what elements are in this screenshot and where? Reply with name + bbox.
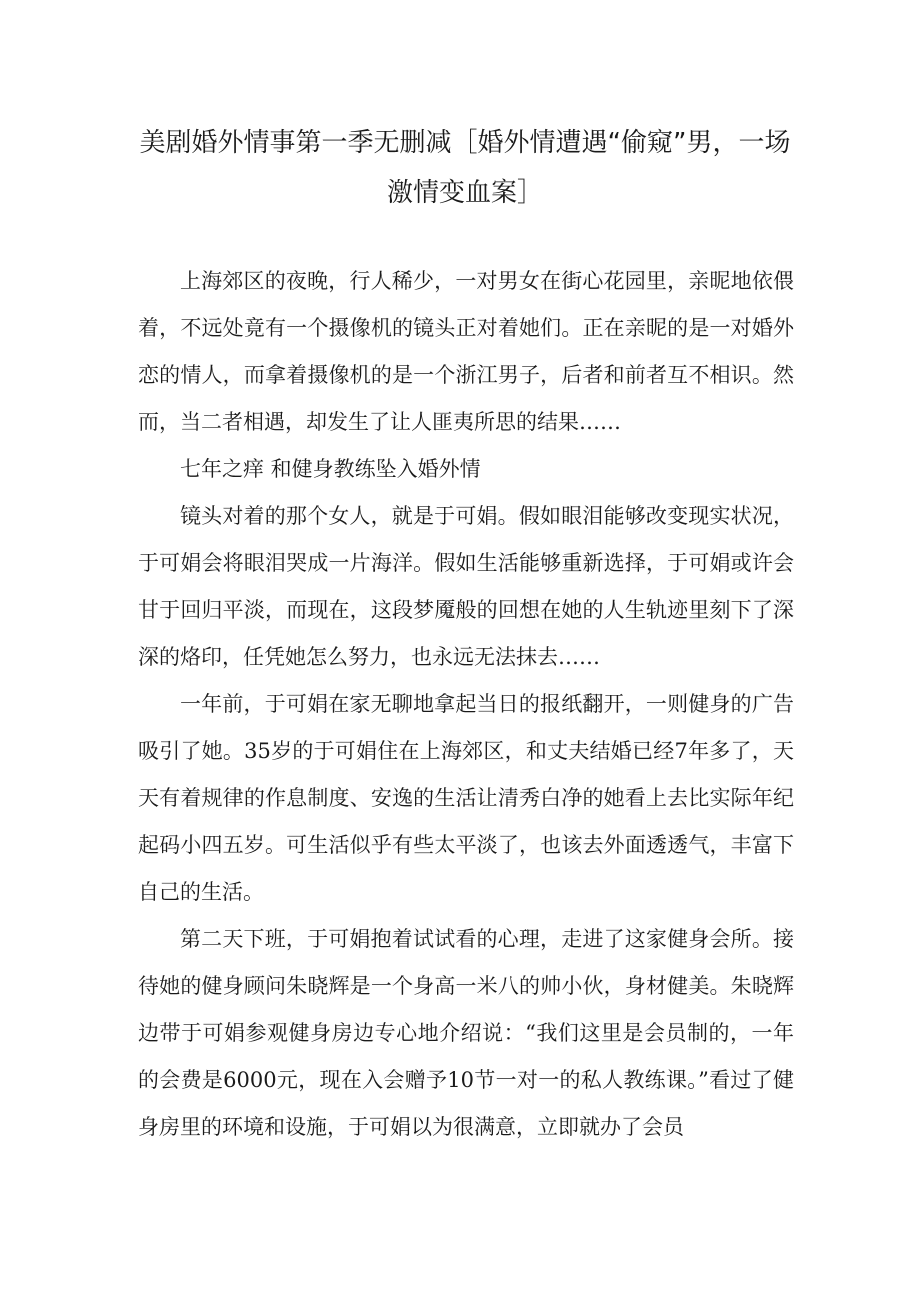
document-body — [138, 258, 794, 1151]
document-title: 美剧婚外情事第一季无删减［婚外情遭遇“偷窥”男，一场激情变血案］ — [139, 128, 791, 208]
section-heading: 七年之痒 和健身教练坠入婚外情 — [180, 457, 481, 481]
paragraph: 镜头对着的那个女人，就是于可娟。假如眼泪能够改变现实状况，于可娟会将眼泪哭成一片海洋。假如生活能够重新选择，于可娟或许会甘于回归平淡，而现在，这段梦魇般的回想在她的人生轨迹里刻下了深深的烙印，任凭她怎么努力，也永远无法抹去…… — [138, 504, 794, 669]
paragraph: 上海郊区的夜晚，行人稀少，一对男女在街心花园里，亲昵地依偎着，不远处竟有一个摄像机的镜头正对着她们。正在亲昵的是一对婚外恋的情人，而拿着摄像机的是一个浙江男子，后者和前者互不相识。然而，当二者相遇，却发生了让人匪夷所思的结果…… — [138, 269, 794, 434]
paragraph: 第二天下班，于可娟抱着试试看的心理，走进了这家健身会所。接待她的健身顾问朱晓辉是一个身高一米八的帅小伙，身材健美。朱晓辉边带于可娟参观健身房边专心地介绍说：“我们这里是会员制的，一年的会费是6000元，现在入会赠予10节一对一的私人教练课。”看过了健身房里的环境和设施，于可娟以为很满意，立即就办了会员 — [138, 927, 794, 1139]
paragraph: 一年前，于可娟在家无聊地拿起当日的报纸翻开，一则健身的广告吸引了她。35岁的于可娟住在上海郊区，和丈夫结婚已经7年多了，天天有着规律的作息制度、安逸的生活让清秀白净的她看上去比实际年纪起码小四五岁。可生活似乎有些太平淡了，也该去外面透透气，丰富下自己的生活。 — [138, 692, 794, 904]
